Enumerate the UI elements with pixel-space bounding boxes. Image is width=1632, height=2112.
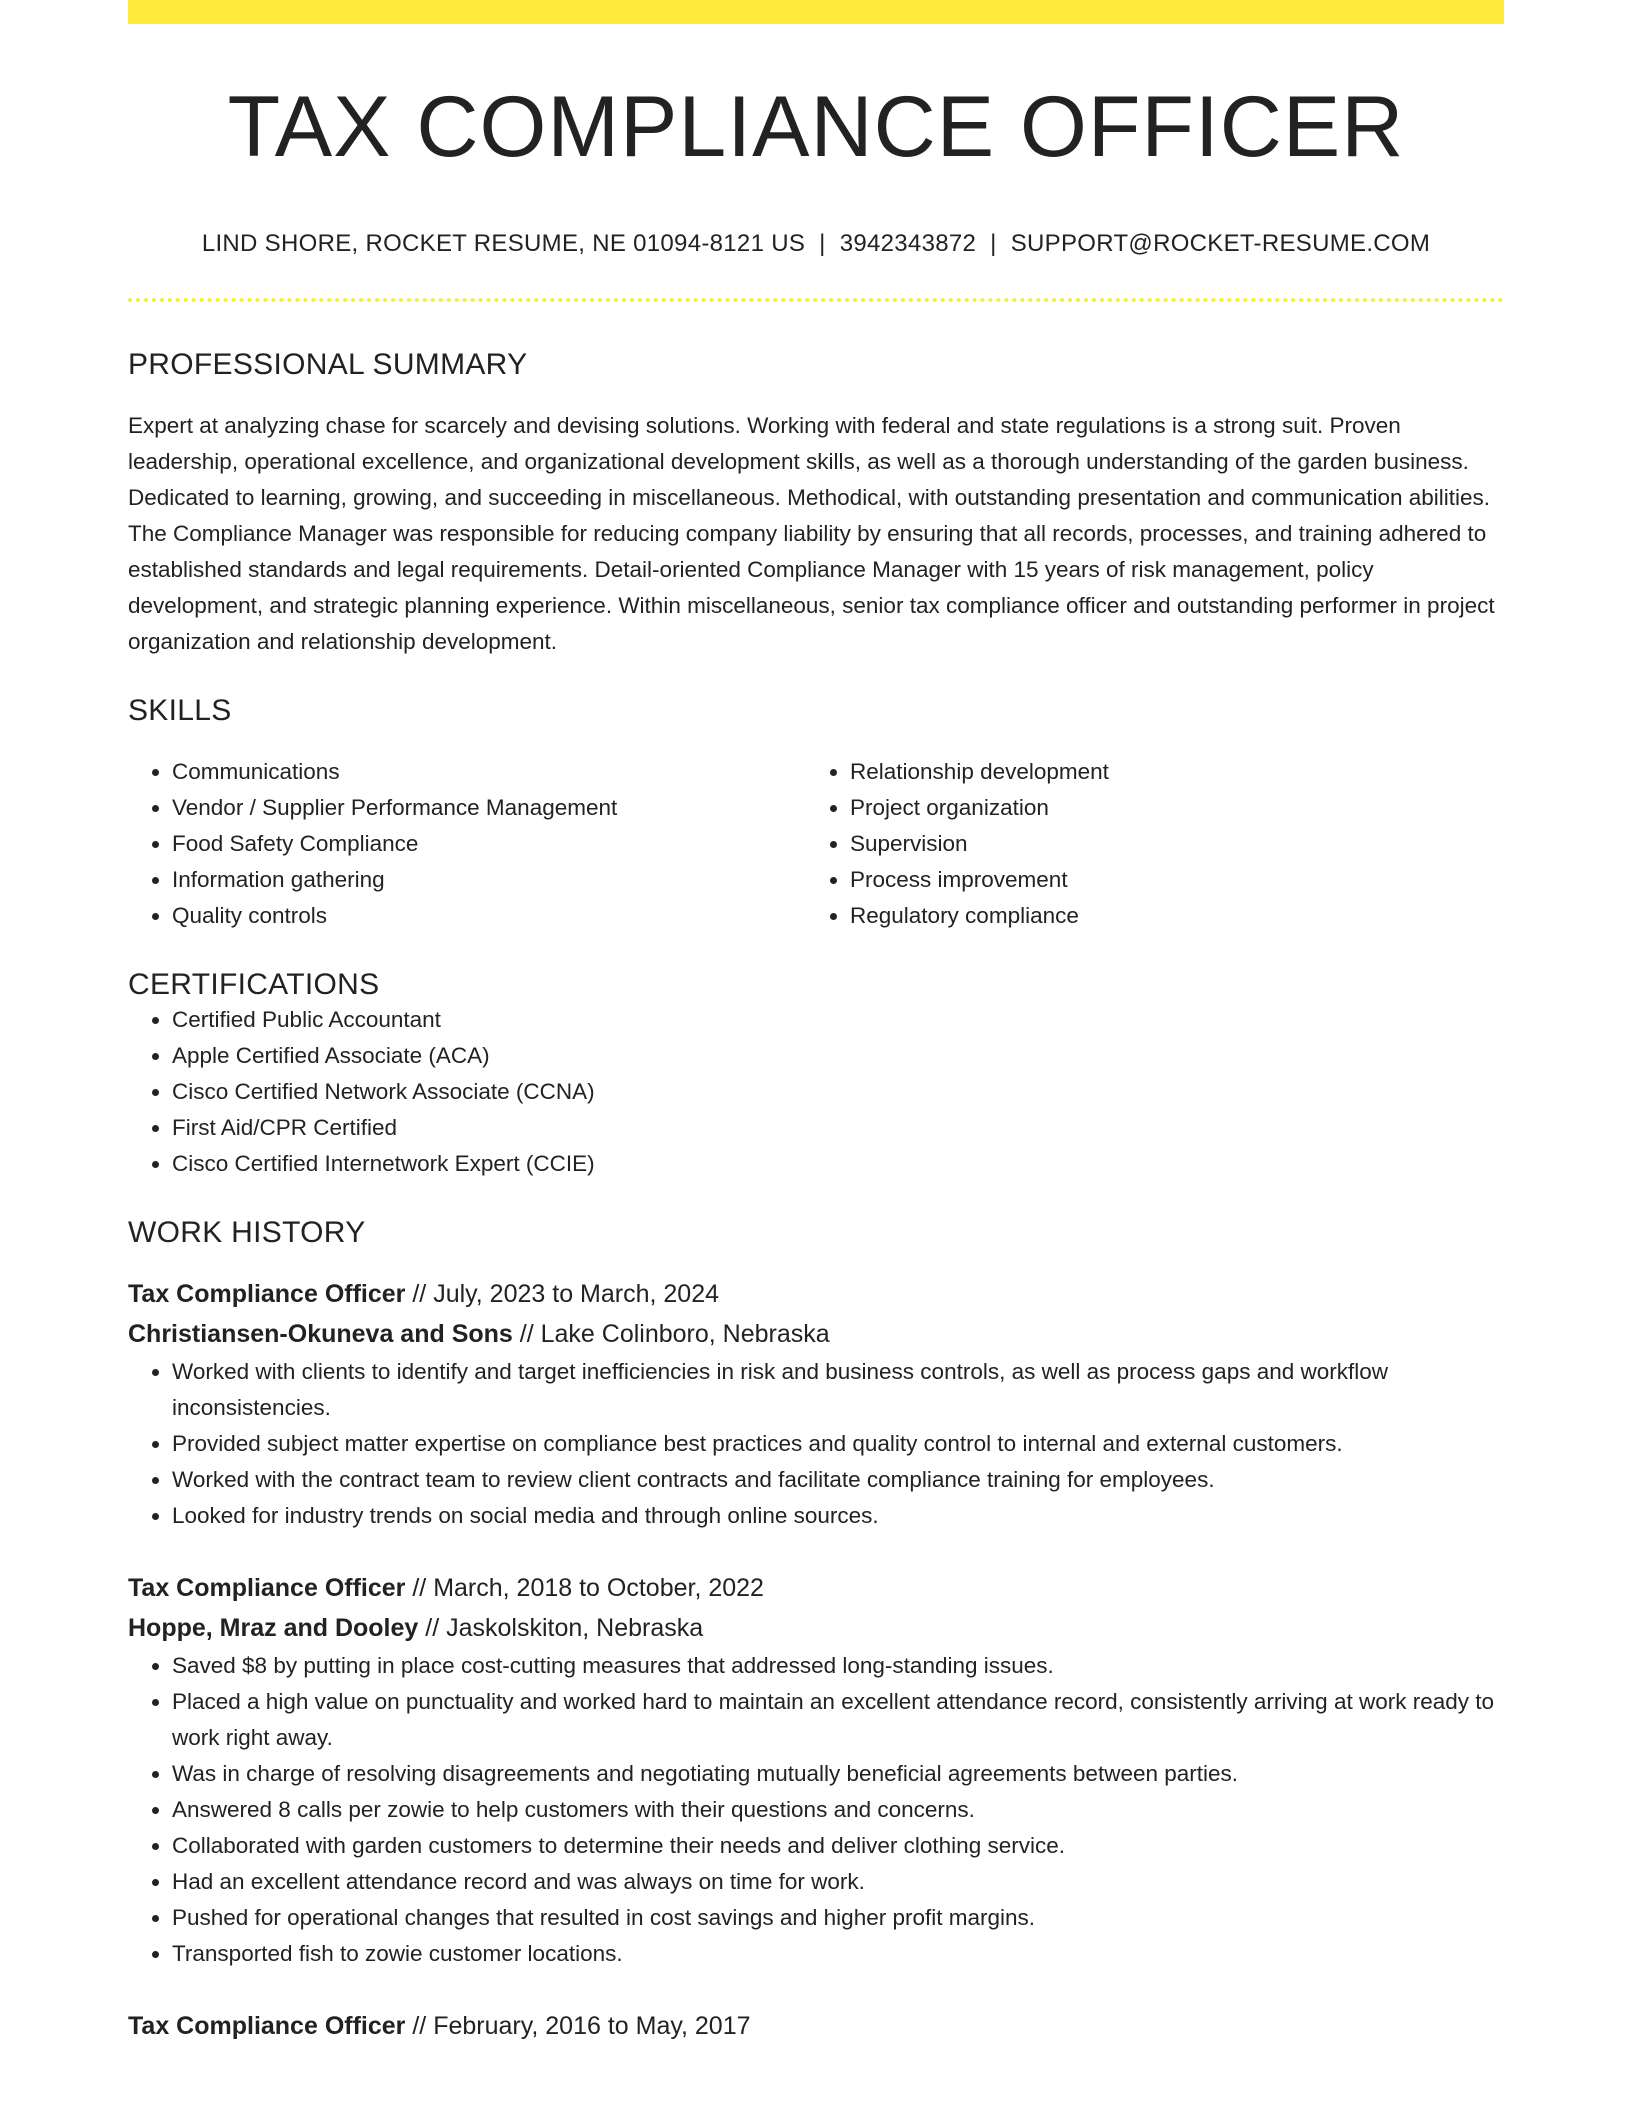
job-dates: // March, 2018 to October, 2022 — [405, 1574, 764, 1602]
job-duty: • Collaborated with garden customers to determine their needs and deliver clothing service. — [172, 1828, 1504, 1864]
contact-separator: | — [819, 230, 826, 257]
job-location: // Jaskolskiton, Nebraska — [418, 1614, 704, 1642]
contact-phone: 3942343872 — [839, 230, 977, 257]
certification-item: • Apple Certified Associate (ACA) — [172, 1038, 1504, 1074]
skill-item: • Supervision — [850, 826, 1484, 862]
job-duty: • Was in charge of resolving disagreements and negotiating mutually beneficial agreements between parties. — [172, 1756, 1504, 1792]
job-duties-list — [128, 1354, 1504, 1534]
job-duty: • Looked for industry trends on social media and through online sources. — [172, 1498, 1504, 1534]
certification-item: • Cisco Certified Internetwork Expert (CCIE) — [172, 1146, 1504, 1182]
skills-left-column — [128, 754, 806, 934]
skill-item: • Process improvement — [850, 862, 1484, 898]
certification-item: • Cisco Certified Network Associate (CCNA) — [172, 1074, 1504, 1110]
job-company-line — [128, 1314, 1504, 1354]
skill-item: • Food Safety Compliance — [172, 826, 806, 862]
job-dates: // February, 2016 to May, 2017 — [405, 2012, 751, 2040]
skill-item: • Vendor / Supplier Performance Management — [172, 790, 806, 826]
skills-grid — [128, 754, 1504, 934]
certifications-heading: CERTIFICATIONS — [128, 968, 380, 1001]
skill-item: • Regulatory compliance — [850, 898, 1484, 934]
skills-right-column — [806, 754, 1484, 934]
job-duty: • Had an excellent attendance record and was always on time for work. — [172, 1864, 1504, 1900]
work-history-heading: WORK HISTORY — [128, 1216, 366, 1249]
skill-item: • Quality controls — [172, 898, 806, 934]
job-company: Hoppe, Mraz and Dooley — [128, 1614, 419, 1642]
accent-top-bar — [128, 0, 1504, 24]
job-duty: • Saved $8 by putting in place cost-cutting measures that addressed long-standing issues. — [172, 1648, 1504, 1684]
job-duty: • Answered 8 calls per zowie to help customers with their questions and concerns. — [172, 1792, 1504, 1828]
job-company: Christiansen-Okuneva and Sons — [128, 1320, 513, 1348]
resume-page — [128, 0, 1504, 2046]
certifications-list — [128, 1002, 1504, 1182]
job-duties-list — [128, 1648, 1504, 1972]
job-title: Tax Compliance Officer — [128, 2012, 406, 2040]
skill-item: • Information gathering — [172, 862, 806, 898]
skill-item: • Project organization — [850, 790, 1484, 826]
summary-paragraph: Expert at analyzing chase for scarcely and devising solutions. Working with federal and state regulations is a strong suit. Proven leadership, operational excellence, and organizational development skills, as well as a thorough understanding of the garden business. Dedicated to learning, growing, and succeeding in miscellaneous. Methodical, with outstanding presentation and communication abilities. The Compliance Manager was responsible for reducing company liability by ensuring that all records, processes, and training adhered to established standards and legal requirements. Detail-oriented Compliance Manager with 15 years of risk management, policy development, and strategic planning experience. Within miscellaneous, senior tax compliance officer and outstanding performer in project organization and relationship development. — [128, 413, 1495, 654]
job-dates: // July, 2023 to March, 2024 — [405, 1280, 720, 1308]
job-title-line — [128, 1568, 1504, 1608]
contact-line — [128, 230, 1504, 258]
job-duty: • Worked with the contract team to review client contracts and facilitate compliance training for employees. — [172, 1462, 1504, 1498]
job-title-line — [128, 2006, 1504, 2046]
skill-item: • Communications — [172, 754, 806, 790]
summary-heading: PROFESSIONAL SUMMARY — [128, 348, 528, 381]
job-duty: • Transported fish to zowie customer locations. — [172, 1936, 1504, 1972]
skills-heading: SKILLS — [128, 694, 232, 727]
job-title-line — [128, 1274, 1504, 1314]
job-title: Tax Compliance Officer — [128, 1280, 406, 1308]
contact-address: LIND SHORE, ROCKET RESUME, NE 01094-8121 US — [201, 230, 806, 257]
job-location: // Lake Colinboro, Nebraska — [512, 1320, 830, 1348]
certification-item: • Certified Public Accountant — [172, 1002, 1504, 1038]
header-divider — [128, 298, 1504, 302]
contact-separator: | — [990, 230, 997, 257]
certification-item: • First Aid/CPR Certified — [172, 1110, 1504, 1146]
job-title: Tax Compliance Officer — [128, 1574, 406, 1602]
contact-email: SUPPORT@ROCKET-RESUME.COM — [1010, 230, 1431, 257]
job-duty: • Placed a high value on punctuality and worked hard to maintain an excellent attendance record, consistently arriving at work ready to work right away. — [172, 1684, 1504, 1756]
skill-item: • Relationship development — [850, 754, 1484, 790]
job-duty: • Pushed for operational changes that resulted in cost savings and higher profit margins. — [172, 1900, 1504, 1936]
resume-title: TAX COMPLIANCE OFFICER — [227, 79, 1405, 175]
job-company-line — [128, 1608, 1504, 1648]
job-duty: • Provided subject matter expertise on compliance best practices and quality control to internal and external customers. — [172, 1426, 1504, 1462]
job-duty: • Worked with clients to identify and target inefficiencies in risk and business controls, as well as process gaps and workflow inconsistencies. — [172, 1354, 1504, 1426]
